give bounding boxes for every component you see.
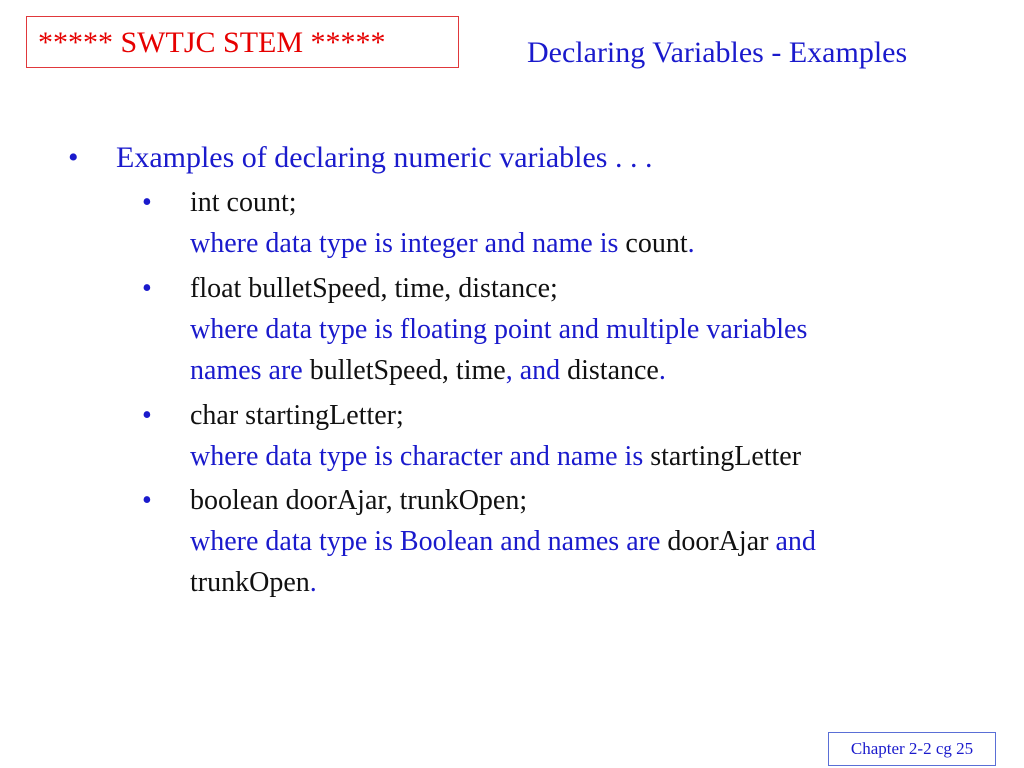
code-line: char startingLetter; [190, 400, 404, 431]
description-text: , and [505, 355, 568, 386]
code-line: int count; [190, 187, 297, 218]
bullet-icon: • [142, 187, 152, 218]
description-text: names are [190, 355, 310, 386]
code-line: boolean doorAjar, trunkOpen; [190, 485, 528, 516]
variable-name: distance [567, 355, 659, 386]
variable-name: count [625, 228, 688, 259]
bullet-icon: • [142, 273, 152, 304]
footer-page-label: Chapter 2-2 cg 25 [828, 732, 996, 766]
variable-name: bulletSpeed, time [309, 355, 506, 386]
variable-name: trunkOpen [190, 567, 310, 598]
bullet-icon: • [142, 400, 152, 431]
punctuation: . [687, 228, 695, 259]
variable-name: doorAjar [667, 526, 769, 557]
punctuation: . [309, 567, 317, 598]
header-label: ***** SWTJC STEM ***** [38, 26, 386, 59]
bullet-icon: • [68, 141, 79, 174]
variable-name: startingLetter [650, 441, 802, 472]
slide-title: Declaring Variables - Examples [527, 36, 908, 69]
description-text: where data type is Boolean and names are [190, 526, 668, 557]
description-text: where data type is character and name is [190, 441, 651, 472]
punctuation: . [658, 355, 666, 386]
bullet-icon: • [142, 485, 152, 516]
description-text: where data type is integer and name is [190, 228, 626, 259]
code-line: float bulletSpeed, time, distance; [190, 273, 558, 304]
intro-text: Examples of declaring numeric variables . . . [116, 141, 653, 174]
description-text: and [768, 526, 816, 557]
description-text: where data type is floating point and multiple variables [190, 314, 808, 345]
